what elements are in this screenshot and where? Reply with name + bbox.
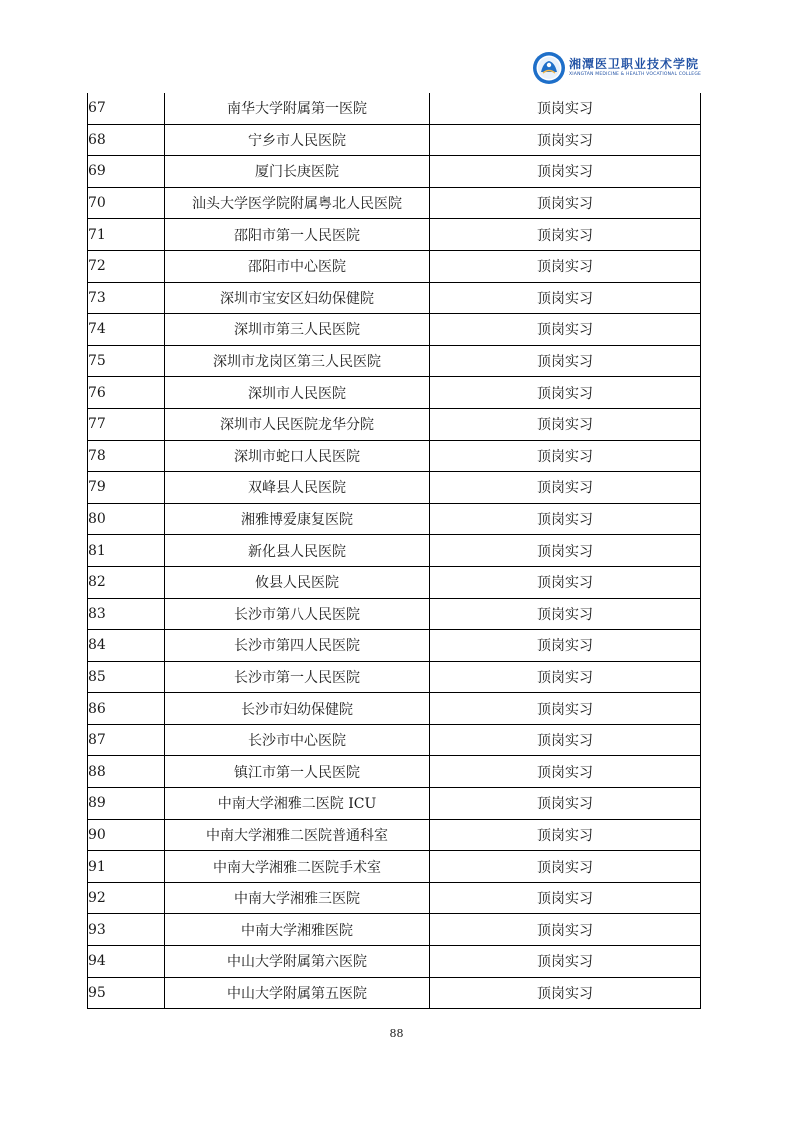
college-logo [532,50,712,86]
row-number: 68 [88,124,165,156]
table-row [88,345,701,377]
internship-type: 顶岗实习 [430,440,701,472]
hospital-name: 中南大学湘雅二医院普通科室 [165,819,430,851]
row-number: 78 [88,440,165,472]
hospital-name: 长沙市第一人民医院 [165,661,430,693]
table-row [88,661,701,693]
row-number: 83 [88,598,165,630]
row-number: 77 [88,408,165,440]
hospital-name: 中南大学湘雅医院 [165,914,430,946]
hospital-name: 镇江市第一人民医院 [165,756,430,788]
internship-type: 顶岗实习 [430,724,701,756]
internship-type: 顶岗实习 [430,408,701,440]
internship-type: 顶岗实习 [430,946,701,978]
table-row [88,503,701,535]
hospital-name: 中山大学附属第五医院 [165,977,430,1009]
table-row [88,882,701,914]
row-number: 67 [88,93,165,124]
hospital-name: 新化县人民医院 [165,535,430,567]
internship-type: 顶岗实习 [430,282,701,314]
hospital-name: 南华大学附属第一医院 [165,93,430,124]
row-number: 89 [88,788,165,820]
hospital-name: 湘雅博爱康复医院 [165,503,430,535]
table-row [88,377,701,409]
hospital-name: 长沙市第八人民医院 [165,598,430,630]
internship-type: 顶岗实习 [430,566,701,598]
row-number: 92 [88,882,165,914]
internship-type: 顶岗实习 [430,661,701,693]
hospital-name: 中南大学湘雅二医院手术室 [165,851,430,883]
internship-type: 顶岗实习 [430,93,701,124]
internship-hospital-table [87,93,701,1009]
table-row [88,314,701,346]
row-number: 87 [88,724,165,756]
table-row [88,819,701,851]
internship-type: 顶岗实习 [430,377,701,409]
internship-type: 顶岗实习 [430,598,701,630]
hospital-name: 深圳市第三人民医院 [165,314,430,346]
row-number: 91 [88,851,165,883]
internship-type: 顶岗实习 [430,851,701,883]
table-row [88,250,701,282]
row-number: 70 [88,187,165,219]
table-row [88,472,701,504]
internship-type: 顶岗实习 [430,314,701,346]
internship-type: 顶岗实习 [430,219,701,251]
table-row [88,851,701,883]
internship-type: 顶岗实习 [430,250,701,282]
internship-type: 顶岗实习 [430,345,701,377]
row-number: 81 [88,535,165,567]
table-row [88,187,701,219]
internship-type: 顶岗实习 [430,882,701,914]
table-row [88,756,701,788]
table-row [88,914,701,946]
internship-type: 顶岗实习 [430,914,701,946]
row-number: 94 [88,946,165,978]
table-row [88,156,701,188]
table-row [88,977,701,1009]
table-row [88,724,701,756]
table-row [88,93,701,124]
row-number: 88 [88,756,165,788]
table-row [88,124,701,156]
college-emblem-icon [532,51,566,85]
hospital-name: 深圳市龙岗区第三人民医院 [165,345,430,377]
table-row [88,946,701,978]
table-row [88,566,701,598]
hospital-name: 宁乡市人民医院 [165,124,430,156]
hospital-name: 中南大学湘雅二医院 ICU [165,788,430,820]
hospital-name: 双峰县人民医院 [165,472,430,504]
internship-type: 顶岗实习 [430,124,701,156]
hospital-name: 中山大学附属第六医院 [165,946,430,978]
row-number: 86 [88,693,165,725]
table-row [88,598,701,630]
internship-type: 顶岗实习 [430,472,701,504]
table-row [88,440,701,472]
table-row [88,693,701,725]
hospital-name: 汕头大学医学院附属粤北人民医院 [165,187,430,219]
row-number: 69 [88,156,165,188]
internship-type: 顶岗实习 [430,156,701,188]
row-number: 90 [88,819,165,851]
row-number: 73 [88,282,165,314]
internship-type: 顶岗实习 [430,693,701,725]
table-row [88,282,701,314]
row-number: 93 [88,914,165,946]
internship-type: 顶岗实习 [430,977,701,1009]
internship-type: 顶岗实习 [430,535,701,567]
table-row [88,219,701,251]
hospital-name: 邵阳市第一人民医院 [165,219,430,251]
table-row [88,788,701,820]
row-number: 75 [88,345,165,377]
row-number: 95 [88,977,165,1009]
hospital-name: 长沙市中心医院 [165,724,430,756]
internship-type: 顶岗实习 [430,503,701,535]
hospital-name: 长沙市第四人民医院 [165,630,430,662]
row-number: 72 [88,250,165,282]
hospital-name: 深圳市宝安区妇幼保健院 [165,282,430,314]
college-name-en: XIANGTAN MEDICINE & HEALTH VOCATIONAL COLLEGE [569,72,702,78]
table-row [88,408,701,440]
college-name-cn: 湘潭医卫职业技术学院 [569,57,700,72]
hospital-name: 邵阳市中心医院 [165,250,430,282]
hospital-name: 厦门长庚医院 [165,156,430,188]
hospital-name: 攸县人民医院 [165,566,430,598]
internship-type: 顶岗实习 [430,819,701,851]
internship-type: 顶岗实习 [430,788,701,820]
row-number: 76 [88,377,165,409]
hospital-name: 深圳市蛇口人民医院 [165,440,430,472]
table-row [88,630,701,662]
row-number: 79 [88,472,165,504]
page-number: 88 [389,1027,404,1040]
hospital-name: 长沙市妇幼保健院 [165,693,430,725]
row-number: 84 [88,630,165,662]
internship-type: 顶岗实习 [430,630,701,662]
table-body [88,93,701,1009]
row-number: 74 [88,314,165,346]
row-number: 85 [88,661,165,693]
internship-type: 顶岗实习 [430,756,701,788]
internship-type: 顶岗实习 [430,187,701,219]
hospital-name: 深圳市人民医院 [165,377,430,409]
hospital-name: 深圳市人民医院龙华分院 [165,408,430,440]
row-number: 80 [88,503,165,535]
hospital-name: 中南大学湘雅三医院 [165,882,430,914]
row-number: 71 [88,219,165,251]
row-number: 82 [88,566,165,598]
table-row [88,535,701,567]
